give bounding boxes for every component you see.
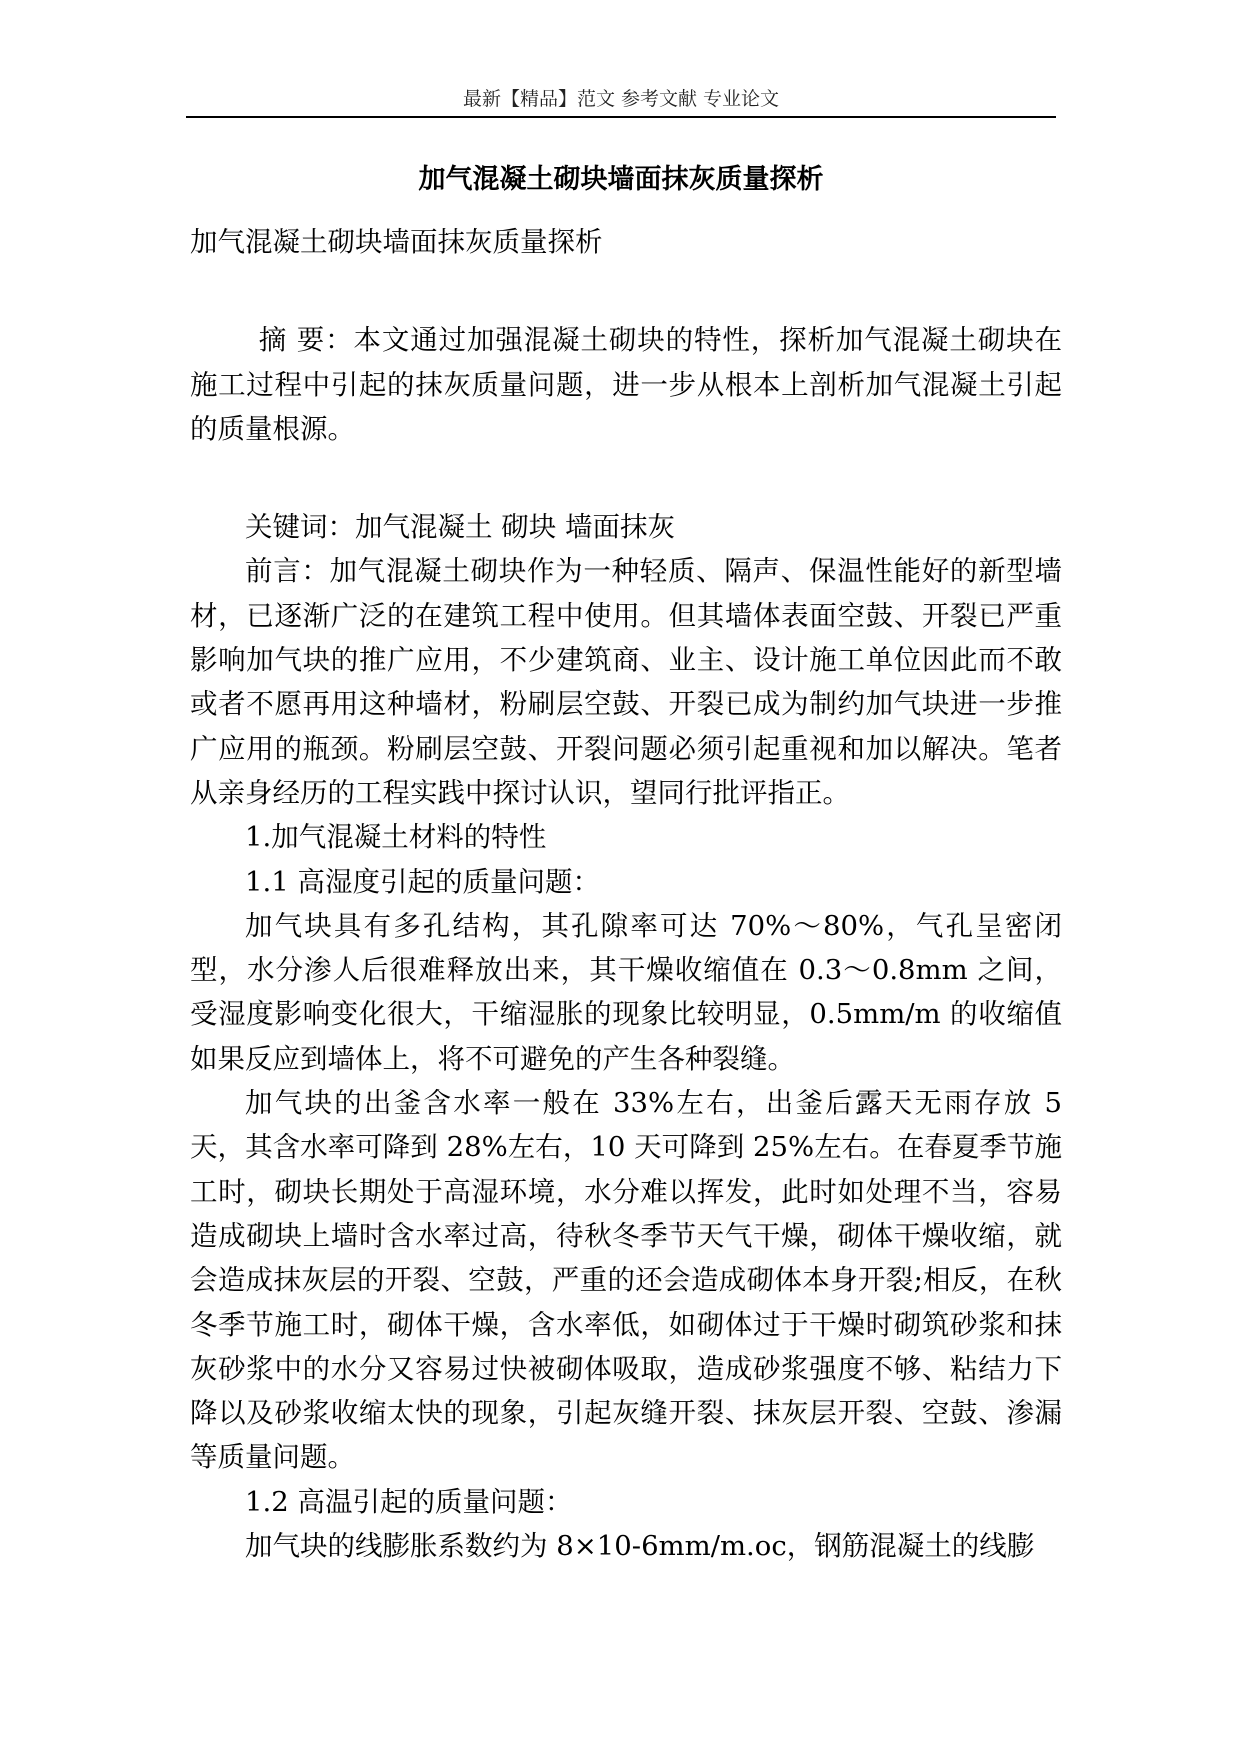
document-title: 加气混凝土砌块墙面抹灰质量探析 (418, 164, 824, 195)
paragraph-moisture: 加气块的出釜含水率一般在 33%左右，出釜后露天无雨存放 5 天，其含水率可降到 28%左右，10 天可降到 25%左右。在春夏季节施工时，砌块长期处于高湿环境，水分难以挥发，此时如处理不当，容易造成砌块上墙时含水率过高，待秋冬季节天气干燥，砌体干燥收缩，就会造成抹灰层的开裂、空鼓，严重的还会造成砌体本身开裂;相反，在秋冬季节施工时，砌体干燥，含水率低，如砌体过于干燥时砌筑砂浆和抹灰砂浆中的水分又容易过快被砌体吸取，造成砂浆强度不够、粘结力下降以及砂浆收缩太快的现象，引起灰缝开裂、抹灰层开裂、空鼓、渗漏等质量问题。 (190, 1087, 1062, 1474)
paragraph-expansion: 加气块的线膨胀系数约为 8×10-6mm/m.oc，钢筋混凝土的线膨 (245, 1530, 1035, 1563)
keywords: 关键词：加气混凝土 砌块 墙面抹灰 (245, 511, 675, 544)
document-body (190, 220, 1062, 1568)
paragraph-porosity: 加气块具有多孔结构，其孔隙率可达 70%～80%，气孔呈密闭型，水分渗人后很难释放出来，其干燥收缩值在 0.3～0.8mm 之间，受湿度影响变化很大，干缩湿胀的现象比较明显，0.5mm/m 的收缩值如果反应到墙体上，将不可避免的产生各种裂缝。 (190, 909, 1062, 1075)
section-heading-1: 1.加气混凝土材料的特性 (245, 821, 547, 854)
paragraph-preface: 前言：加气混凝土砌块作为一种轻质、隔声、保温性能好的新型墙材，已逐渐广泛的在建筑工程中使用。但其墙体表面空鼓、开裂已严重影响加气块的推广应用，不少建筑商、业主、设计施工单位因此而不敢或者不愿再用这种墙材，粉刷层空鼓、开裂已成为制约加气块进一步推广应用的瓶颈。粉刷层空鼓、开裂问题必须引起重视和加以解决。笔者从亲身经历的工程实践中探讨认识，望同行批评指正。 (190, 555, 1062, 809)
abstract: 摘 要：本文通过加强混凝土砌块的特性，探析加气混凝土砌块在施工过程中引起的抹灰质量问题，进一步从根本上剖析加气混凝土引起的质量根源。 (190, 324, 1062, 445)
section-heading-1-1: 1.1 高湿度引起的质量问题： (245, 865, 600, 898)
header-divider (186, 116, 1056, 118)
subtitle: 加气混凝土砌块墙面抹灰质量探析 (190, 226, 603, 258)
page-header: 最新【精品】范文 参考文献 专业论文 (462, 88, 780, 110)
section-heading-1-2: 1.2 高温引起的质量问题： (245, 1485, 573, 1518)
